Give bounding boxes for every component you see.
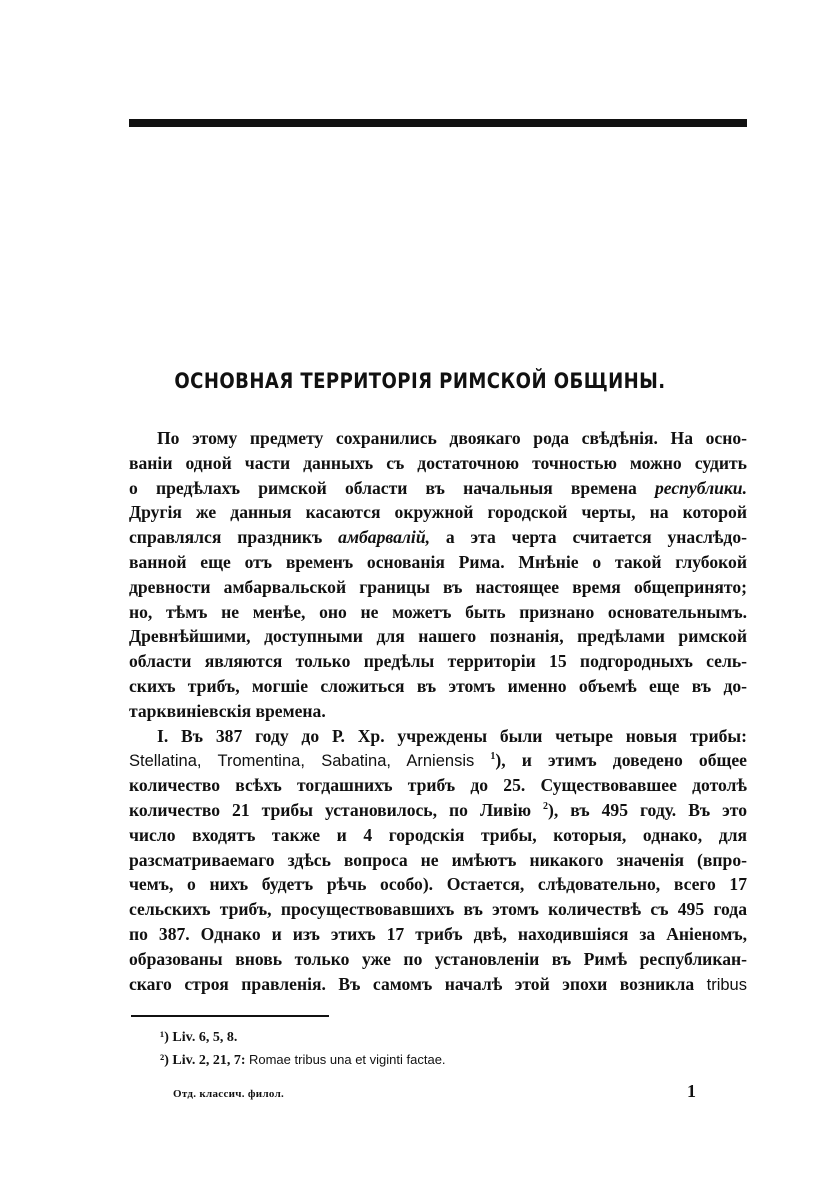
text-line xyxy=(129,798,747,823)
italic-term: республики. xyxy=(654,477,747,498)
text-line: число входятъ также и 4 городскія трибы, которыя, однако, для xyxy=(129,824,747,845)
text-line: I. Въ 387 году до Р. Хр. учреждены были четыре новыя трибы: xyxy=(157,725,747,746)
latin-term: tribus xyxy=(706,975,747,994)
text-line: но, тѣмъ не менѣе, оно не можетъ быть признано основательнымъ. xyxy=(129,601,747,622)
text-line: разсматриваемаго здѣсь вопроса не имѣютъ никакого значенія (впро- xyxy=(129,849,747,870)
footnote-quote: Romae tribus una et viginti factae. xyxy=(248,1052,446,1067)
footnote-rule xyxy=(131,1015,329,1017)
text-line: По этому предмету сохранились двоякаго рода свѣдѣнія. На осно- xyxy=(157,428,747,448)
footnote-1 xyxy=(160,1030,237,1046)
footnote-ref: 2 xyxy=(543,801,549,813)
italic-term: амбарвалій, xyxy=(338,527,431,548)
latin-names: Stellatina, Tromentina, Sabatina, Arniensis xyxy=(129,752,475,771)
text-line: сельскихъ трибъ, просуществовавшихъ въ этомъ количествѣ съ 495 года xyxy=(129,899,747,920)
signature-mark: Отд. классич. филол. xyxy=(173,1088,285,1100)
top-rule xyxy=(129,119,747,127)
footnote-2 xyxy=(160,1052,446,1069)
text-line xyxy=(129,476,747,501)
text-line: ваніи одной части данныхъ съ достаточною точностью можно судить xyxy=(129,452,747,473)
text-line: чемъ, о нихъ будетъ рѣчь особо). Остается, слѣдовательно, всего 17 xyxy=(129,874,747,895)
text-run: скаго строя правленія. Въ самомъ началѣ этой эпохи возникла xyxy=(129,973,707,994)
text-run: справлялся праздникъ xyxy=(129,527,339,548)
text-run: количество 21 трибы установилось, по Ливію xyxy=(129,799,544,820)
text-line: скихъ трибъ, могшіе сложиться въ этомъ именно объемѣ еще въ до- xyxy=(129,675,747,696)
text-line: Другія же данныя касаются окружной городской черты, на которой xyxy=(129,502,747,523)
footnote-text: Liv. 2, 21, 7: xyxy=(172,1053,249,1068)
footnote-ref: 1 xyxy=(490,751,496,763)
text-run: ), и этимъ доведено общее xyxy=(495,750,747,771)
footnote-mark: ²) xyxy=(160,1053,169,1068)
text-line: количество всѣхъ тогдашнихъ трибъ до 25. Существовавшее дотолѣ xyxy=(129,775,747,796)
text-line: области являются только предѣлы территоріи 15 подгородныхъ сель- xyxy=(129,651,747,672)
text-line xyxy=(129,748,747,773)
text-line: тарквиніевскія времена. xyxy=(129,700,326,721)
text-line xyxy=(129,525,747,550)
page-title: ОСНОВНАЯ ТЕРРИТОРІЯ РИМСКОЙ ОБЩИНЫ. xyxy=(174,369,666,393)
body-text xyxy=(129,426,747,996)
text-line xyxy=(129,972,747,997)
text-run: ), въ 495 году. Въ это xyxy=(548,799,747,820)
footnote-mark: ¹) xyxy=(160,1030,169,1045)
text-line: ванной еще отъ временъ основанія Рима. Мнѣніе о такой глубокой xyxy=(129,551,747,572)
text-line: по 387. Однако и изъ этихъ 17 трибъ двѣ, находившіяся за Аніеномъ, xyxy=(129,923,747,944)
page-number: 1 xyxy=(687,1081,696,1101)
text-line: Древнѣйшими, доступными для нашего познанія, предѣлами римской xyxy=(129,626,747,647)
text-run: а эта черта считается унаслѣдо- xyxy=(430,527,747,548)
text-run: о предѣлахъ римской области въ начальныя времена xyxy=(129,477,655,498)
footnote-text: Liv. 6, 5, 8. xyxy=(172,1030,238,1045)
text-line: образованы вновь только уже по установленіи въ Римѣ республикан- xyxy=(129,948,747,969)
text-line: древности амбарвальской границы въ настоящее время общепринято; xyxy=(129,576,747,597)
